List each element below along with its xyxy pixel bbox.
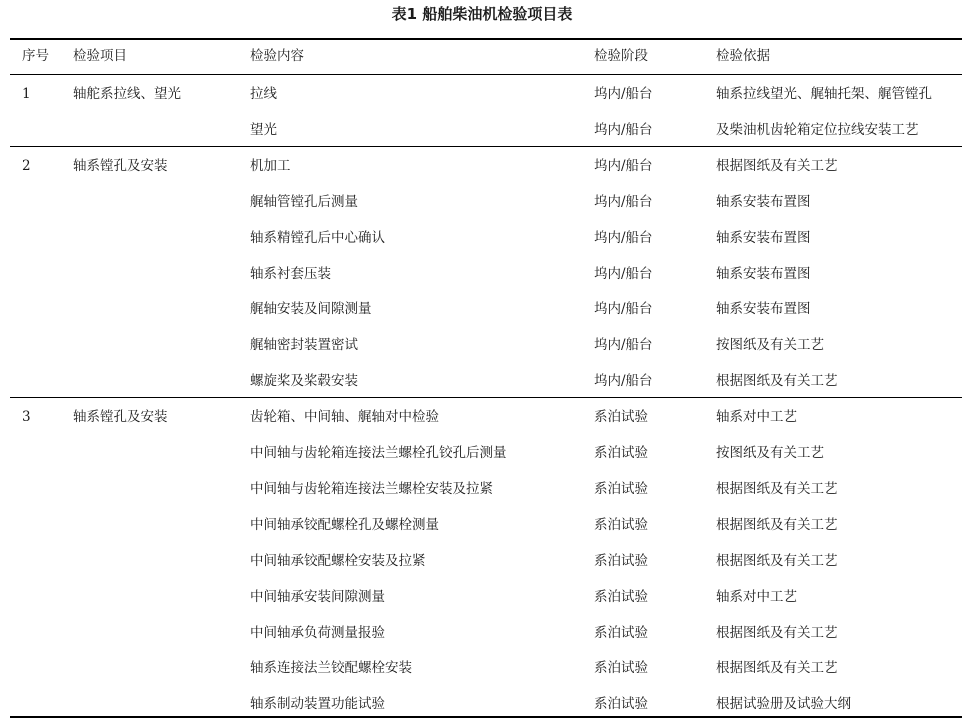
inspection-content: 轴系衬套压装: [250, 265, 331, 282]
inspection-basis: 及柴油机齿轮箱定位拉线安装工艺: [716, 121, 919, 138]
inspection-item: 轴舵系拉线、望光: [73, 86, 181, 102]
bottom-rule: [10, 716, 962, 718]
column-header: 检验依据: [716, 48, 770, 64]
inspection-stage: 系泊试验: [594, 480, 648, 497]
row-number: 2: [22, 157, 31, 174]
inspection-content: 艉轴安装及间隙测量: [250, 301, 372, 318]
inspection-basis: 根据图纸及有关工艺: [716, 552, 838, 569]
inspection-stage: 坞内/船台: [594, 229, 653, 246]
inspection-stage: 坞内/船台: [594, 86, 653, 102]
inspection-content: 机加工: [250, 157, 291, 174]
inspection-stage: 系泊试验: [594, 552, 648, 569]
inspection-content: 中间轴承负荷测量报验: [250, 624, 385, 641]
inspection-basis: 根据图纸及有关工艺: [716, 373, 838, 390]
inspection-basis: 轴系安装布置图: [716, 265, 811, 282]
row-number: 1: [22, 86, 31, 102]
inspection-content: 艉轴密封装置密试: [250, 337, 358, 354]
inspection-stage: 坞内/船台: [594, 265, 653, 282]
inspection-item: 轴系镗孔及安装: [73, 157, 168, 174]
header-rule: [10, 74, 962, 75]
inspection-content: 中间轴承安装间隙测量: [250, 588, 385, 605]
inspection-content: 螺旋桨及桨毂安装: [250, 373, 358, 390]
inspection-content: 拉线: [250, 86, 277, 102]
inspection-basis: 根据图纸及有关工艺: [716, 157, 838, 174]
inspection-basis: 根据图纸及有关工艺: [716, 660, 838, 677]
inspection-basis: 轴系安装布置图: [716, 193, 811, 210]
inspection-basis: 轴系拉线望光、艉轴托架、艉管镗孔: [716, 86, 932, 102]
inspection-content: 中间轴与齿轮箱连接法兰螺栓安装及拉紧: [250, 480, 493, 497]
inspection-stage: 坞内/船台: [594, 301, 653, 318]
inspection-content: 艉轴管镗孔后测量: [250, 193, 358, 210]
inspection-stage: 系泊试验: [594, 660, 648, 677]
inspection-content: 齿轮箱、中间轴、艉轴对中检验: [250, 409, 439, 426]
inspection-basis: 按图纸及有关工艺: [716, 445, 824, 461]
top-rule: [10, 38, 962, 40]
column-header: 检验内容: [250, 48, 304, 64]
inspection-basis: 根据图纸及有关工艺: [716, 516, 838, 533]
inspection-stage: 坞内/船台: [594, 157, 653, 174]
group-rule: [10, 397, 962, 398]
inspection-stage: 坞内/船台: [594, 121, 653, 138]
inspection-basis: 轴系对中工艺: [716, 409, 797, 426]
column-header: 序号: [22, 48, 49, 64]
inspection-stage: 坞内/船台: [594, 373, 653, 390]
inspection-stage: 坞内/船台: [594, 193, 653, 210]
inspection-stage: 系泊试验: [594, 516, 648, 533]
row-number: 3: [22, 409, 31, 426]
inspection-item: 轴系镗孔及安装: [73, 409, 168, 426]
inspection-stage: 系泊试验: [594, 409, 648, 426]
inspection-stage: 系泊试验: [594, 588, 648, 605]
inspection-stage: 系泊试验: [594, 696, 648, 713]
inspection-content: 望光: [250, 121, 277, 138]
inspection-stage: 坞内/船台: [594, 337, 653, 354]
column-header: 检验阶段: [594, 48, 648, 64]
inspection-basis: 轴系安装布置图: [716, 229, 811, 246]
group-rule: [10, 146, 962, 147]
inspection-content: 中间轴承铰配螺栓孔及螺栓测量: [250, 516, 439, 533]
inspection-basis: 根据试验册及试验大纲: [716, 696, 851, 713]
inspection-basis: 轴系对中工艺: [716, 588, 797, 605]
inspection-content: 轴系精镗孔后中心确认: [250, 229, 385, 246]
inspection-content: 轴系连接法兰铰配螺栓安装: [250, 660, 412, 677]
inspection-stage: 系泊试验: [594, 445, 648, 461]
column-header: 检验项目: [73, 48, 127, 64]
inspection-basis: 按图纸及有关工艺: [716, 337, 824, 354]
inspection-stage: 系泊试验: [594, 624, 648, 641]
inspection-content: 轴系制动装置功能试验: [250, 696, 385, 713]
inspection-basis: 根据图纸及有关工艺: [716, 480, 838, 497]
inspection-basis: 根据图纸及有关工艺: [716, 624, 838, 641]
inspection-content: 中间轴与齿轮箱连接法兰螺栓孔铰孔后测量: [250, 445, 507, 461]
inspection-basis: 轴系安装布置图: [716, 301, 811, 318]
inspection-content: 中间轴承铰配螺栓安装及拉紧: [250, 552, 426, 569]
table-title: 表1 船舶柴油机检验项目表: [391, 5, 573, 23]
